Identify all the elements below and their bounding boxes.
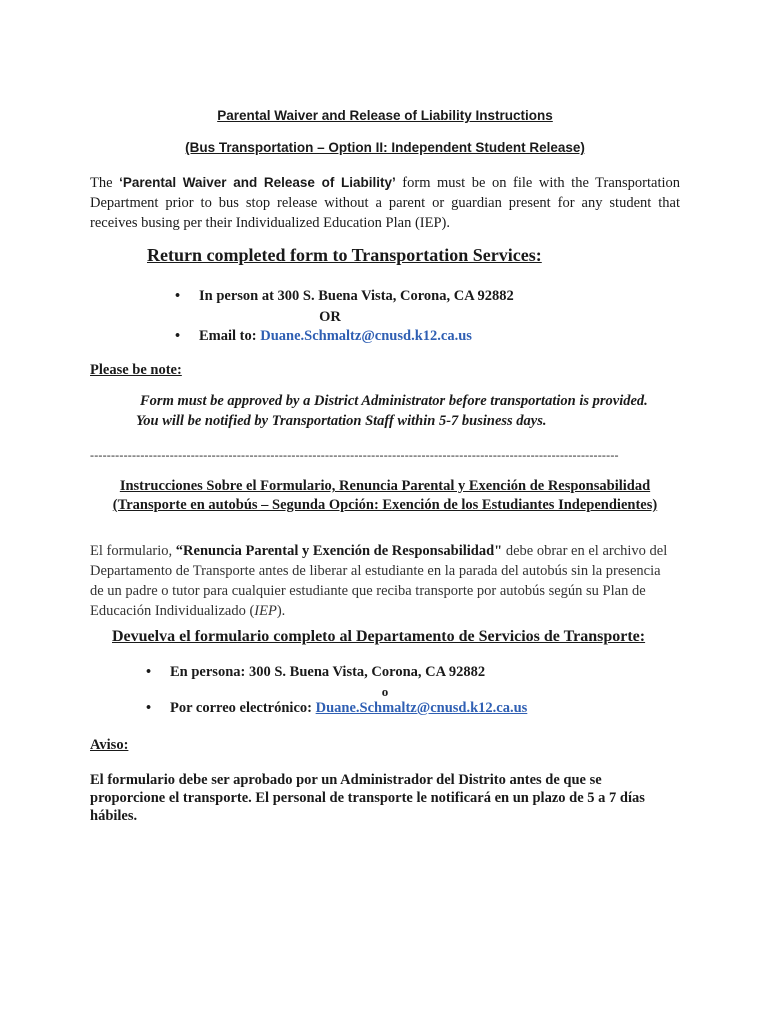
spanish-in-person-list (170, 664, 485, 681)
email-item (199, 328, 472, 345)
english-subtitle: (Bus Transportation – Option II: Independent Student Release) (185, 140, 585, 155)
es-intro-iep: IEP (254, 603, 277, 619)
english-note-line-2: You will be notified by Transportation Staff within 5-7 business days. (136, 413, 547, 429)
email-label: Email to: (199, 328, 261, 344)
english-return-heading: Return completed form to Transportation Services: (147, 245, 542, 265)
es-email-link[interactable]: Duane.Schmaltz@cnusd.k12.ca.us (315, 700, 528, 716)
english-intro-paragraph (90, 173, 680, 233)
english-in-person-list (199, 288, 514, 305)
email-link[interactable]: Duane.Schmaltz@cnusd.k12.ca.us (260, 328, 472, 344)
es-email-label: Por correo electrónico: (170, 700, 316, 716)
spanish-or-separator: o (381, 684, 389, 699)
spanish-intro-paragraph (90, 541, 675, 621)
english-or-separator: OR (319, 309, 341, 325)
in-person-item: • In person at 300 S. Buena Vista, Corona, CA 92882 (199, 288, 514, 305)
spanish-subtitle: (Transporte en autobús – Segunda Opción: Exención de los Estudiantes Independientes) (112, 497, 658, 513)
intro-form-name: ‘Parental Waiver and Release of Liability’ (119, 175, 396, 190)
es-email-item (170, 700, 527, 717)
es-intro-lead: El formulario, (90, 543, 176, 559)
intro-rest: form must be on file with the Transportation Department prior to bus stop release without a parent or guardian present for any student that receives busing per their Individualized Education Plan (IEP). (90, 175, 681, 231)
es-intro-form-name: “Renuncia Parental y Exención de Responsabilidad" (175, 543, 503, 559)
spanish-title: Instrucciones Sobre el Formulario, Renuncia Parental y Exención de Responsabilidad (119, 478, 651, 494)
es-intro-end: ). (276, 603, 286, 619)
es-intro-rest: debe obrar en el archivo del Departamento de Transporte antes de liberar al estudiante en la parada del autobús sin la presencia de un padre o tutor para cualquier estudiante que reciba transporte por autobús según su Plan de Educación Individualizado ( (90, 543, 668, 619)
english-title: Parental Waiver and Release of Liability Instructions (217, 108, 553, 123)
section-divider: ------------------------------------------------------------------------------------------------------------------------------ (90, 448, 619, 462)
english-note-heading: Please be note: (90, 362, 182, 378)
english-note-line-1: Form must be approved by a District Administrator before transportation is provided. (140, 393, 648, 409)
spanish-note-heading: Aviso: (90, 737, 129, 753)
english-email-list (199, 328, 472, 345)
es-in-person-item: • En persona: 300 S. Buena Vista, Corona, CA 92882 (170, 664, 485, 681)
spanish-email-list (170, 700, 527, 717)
intro-lead: The (90, 175, 120, 191)
spanish-return-heading: Devuelva el formulario completo al Departamento de Servicios de Transporte: (112, 628, 646, 645)
spanish-note-body: El formulario debe ser aprobado por un Administrador del Distrito antes de que se proporcione el transporte. El personal de transporte le notificará en un plazo de 5 a 7 días hábiles. (90, 772, 645, 824)
